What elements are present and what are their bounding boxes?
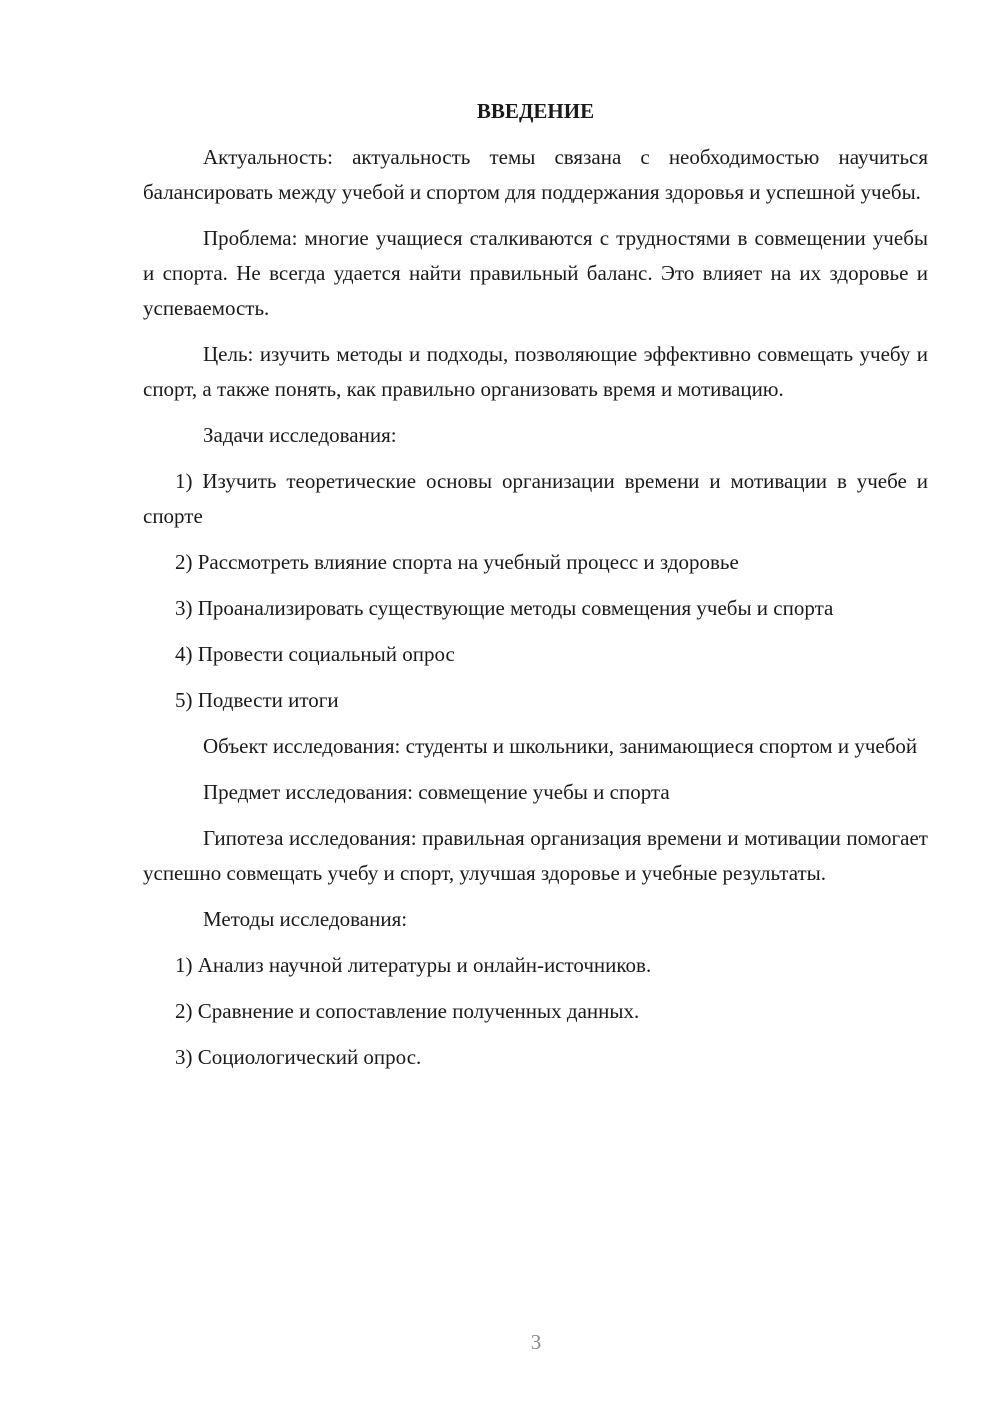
task-item: 4) Провести социальный опрос bbox=[175, 642, 455, 666]
task-item: 3) Проанализировать существующие методы совмещения учебы и спорта bbox=[175, 596, 834, 620]
task-item: 1) Изучить теоретические основы организации времени и мотивации в учебе и спорте bbox=[143, 469, 928, 528]
task-item: 2) Рассмотреть влияние спорта на учебный процесс и здоровье bbox=[175, 550, 739, 574]
page-content bbox=[143, 94, 928, 1075]
goal-paragraph: Цель: изучить методы и подходы, позволяющие эффективно совмещать учебу и спорт, а также понять, как правильно организовать время и мотивацию. bbox=[143, 342, 928, 401]
task-item: 5) Подвести итоги bbox=[175, 688, 339, 712]
hypothesis-paragraph: Гипотеза исследования: правильная организация времени и мотивации помогает успешно совмещать учебу и спорт, улучшая здоровье и учебные результаты. bbox=[143, 826, 928, 885]
page-title: ВВЕДЕНИЕ bbox=[476, 99, 595, 123]
page-number: 3 bbox=[530, 1330, 542, 1354]
method-item: 3) Социологический опрос. bbox=[175, 1045, 422, 1069]
methods-heading: Методы исследования: bbox=[203, 907, 408, 931]
research-object-paragraph: Объект исследования: студенты и школьники, занимающиеся спортом и учебой bbox=[203, 734, 918, 758]
method-item: 2) Сравнение и сопоставление полученных данных. bbox=[175, 999, 640, 1023]
method-item: 1) Анализ научной литературы и онлайн-источников. bbox=[175, 953, 652, 977]
research-subject-paragraph: Предмет исследования: совмещение учебы и спорта bbox=[203, 780, 670, 804]
problem-paragraph: Проблема: многие учащиеся сталкиваются с трудностями в совмещении учебы и спорта. Не всегда удается найти правильный баланс. Это влияет на их здоровье и успеваемость. bbox=[143, 226, 928, 320]
relevance-paragraph: Актуальность: актуальность темы связана с необходимостью научиться балансировать между учебой и спортом для поддержания здоровья и успешной учебы. bbox=[143, 145, 928, 204]
tasks-heading: Задачи исследования: bbox=[203, 423, 397, 447]
